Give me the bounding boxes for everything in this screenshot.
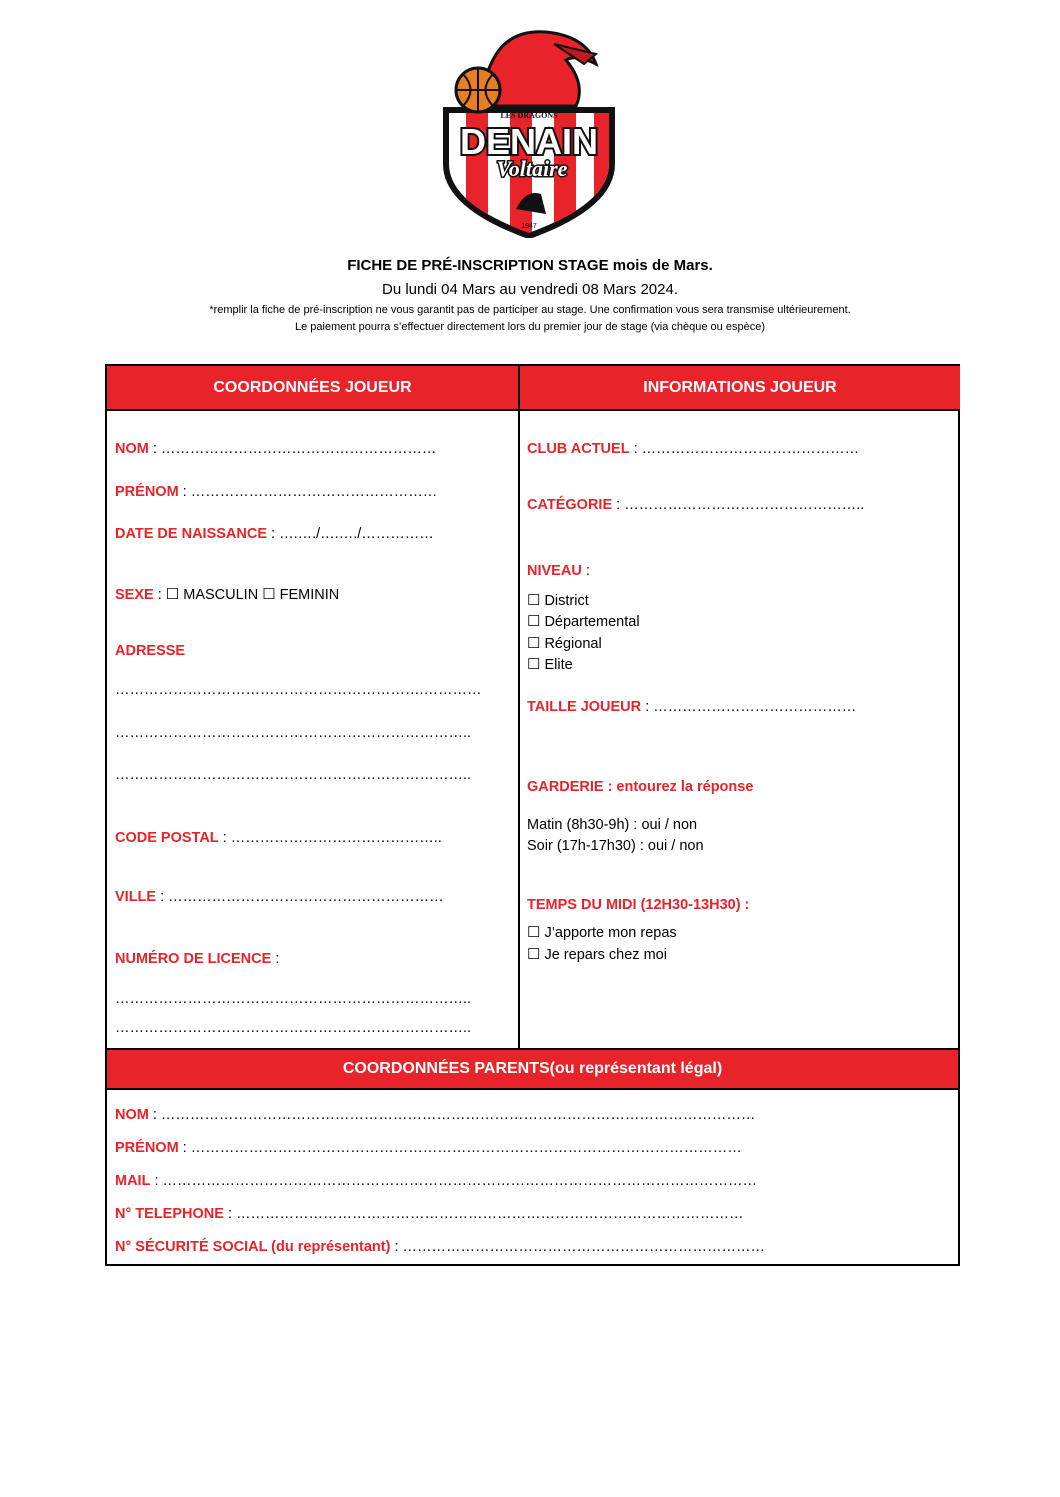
value-nom: : ………………………………………………… <box>148 441 437 457</box>
parent-label-prenom: PRÉNOM <box>115 1140 179 1156</box>
value-date-naissance: : ….…./….…./…………… <box>267 526 434 542</box>
value-prenom: : …………………………………………… <box>178 484 438 500</box>
logo-top-text: LES DRAGONS <box>500 111 558 120</box>
denain-voltaire-logo <box>436 24 622 238</box>
niveau-label-district: District <box>544 593 589 609</box>
niveau-option-district[interactable] <box>527 591 589 609</box>
parent-field-mail[interactable] <box>115 1173 757 1189</box>
garderie-soir[interactable]: Soir (17h-17h30) : oui / non <box>527 838 704 854</box>
label-club-actuel: CLUB ACTUEL <box>527 441 630 457</box>
sexe-separator: : <box>153 587 166 603</box>
form-note-1: *remplir la fiche de pré-inscription ne vous garantit pas de participer au stage. Une confirmation vous sera transmise ultérieurement. <box>209 304 851 316</box>
checkbox-icon: ☐ <box>527 656 541 673</box>
value-club-actuel: : ……………………………………… <box>629 441 860 457</box>
label-temps-midi: TEMPS DU MIDI (12H30-13H30) : <box>527 897 750 913</box>
checkbox-icon: ☐ <box>527 924 541 941</box>
field-taille-joueur[interactable] <box>527 699 856 715</box>
label-categorie: CATÉGORIE <box>527 497 613 513</box>
value-taille-joueur: : …………………………………… <box>641 699 857 715</box>
logo-year: 1947 <box>521 223 537 230</box>
header-informations-joueur: INFORMATIONS JOUEUR <box>520 366 960 409</box>
label-ville: VILLE <box>115 889 157 905</box>
form-dates: Du lundi 04 Mars au vendredi 08 Mars 2024. <box>381 281 678 298</box>
field-date-naissance[interactable] <box>115 526 434 542</box>
field-club-actuel[interactable] <box>527 441 859 457</box>
checkbox-feminin[interactable]: ☐ <box>262 586 276 603</box>
label-date-naissance: DATE DE NAISSANCE <box>115 526 267 542</box>
parent-value-securite-social: : ………………………………………………………………… <box>390 1239 766 1255</box>
niveau-label-elite: Elite <box>544 657 573 673</box>
value-code-postal: : …………………………………….. <box>218 830 442 846</box>
parents-header-bold: COORDONNÉES PARENTS <box>342 1060 550 1077</box>
parent-value-mail: : …………………………………………………………………………………………………………… <box>150 1173 758 1189</box>
label-garderie: GARDERIE : entourez la réponse <box>527 779 754 795</box>
field-nom[interactable] <box>115 441 436 457</box>
column-divider <box>518 366 520 1049</box>
midi-option-repas[interactable] <box>527 923 677 941</box>
niveau-sep: : <box>581 563 590 579</box>
registration-form <box>105 364 960 1266</box>
checkbox-icon: ☐ <box>527 635 541 652</box>
checkbox-icon: ☐ <box>527 592 541 609</box>
niveau-option-regional[interactable] <box>527 634 602 652</box>
parent-field-prenom[interactable] <box>115 1140 742 1156</box>
midi-label-repars: Je repars chez moi <box>544 947 667 963</box>
field-sexe <box>115 585 339 603</box>
adresse-line-3[interactable]: ……………………………………………………………….. <box>115 767 472 783</box>
parent-label-nom: NOM <box>115 1107 149 1123</box>
label-nom: NOM <box>115 441 149 457</box>
licence-line-1[interactable]: ……………………………………………………………….. <box>115 991 472 1007</box>
parent-value-telephone: : …………………………………………………………………………………………… <box>223 1206 744 1222</box>
field-niveau <box>527 563 590 579</box>
parent-value-nom: : …………………………………………………………………………………………………………… <box>148 1107 756 1123</box>
parent-field-telephone[interactable] <box>115 1206 744 1222</box>
field-categorie[interactable] <box>527 497 864 513</box>
label-adresse: ADRESSE <box>115 643 186 659</box>
parent-field-securite-social[interactable] <box>115 1239 765 1255</box>
parent-label-securite-social: N° SÉCURITÉ SOCIAL (du représentant) <box>115 1239 391 1255</box>
logo-main-text: DENAIN <box>459 121 599 162</box>
parents-header-rest: (ou représentant légal) <box>549 1060 723 1077</box>
parents-header-underline <box>107 1088 958 1090</box>
label-licence: NUMÉRO DE LICENCE <box>115 951 272 967</box>
value-ville: : ………………………………………………… <box>156 889 444 905</box>
form-note-2: Le paiement pourra s’effectuer directement lors du premier jour de stage (via chèque ou espèce) <box>294 321 765 333</box>
header-underline <box>107 409 958 411</box>
header-coordonnees-parents <box>107 1050 958 1088</box>
parent-label-telephone: N° TELEPHONE <box>115 1206 224 1222</box>
adresse-line-1[interactable]: ……………………………………………………….………… <box>115 682 482 698</box>
label-niveau: NIVEAU <box>527 563 582 579</box>
midi-label-repas: J’apporte mon repas <box>544 925 677 941</box>
field-ville[interactable] <box>115 889 444 905</box>
parent-field-nom[interactable] <box>115 1107 755 1123</box>
checkbox-icon: ☐ <box>527 946 541 963</box>
niveau-label-departemental: Départemental <box>544 614 640 630</box>
logo-script-text: Voltaire <box>496 156 568 181</box>
checkbox-icon: ☐ <box>527 613 541 630</box>
option-masculin: MASCULIN <box>183 587 259 603</box>
adresse-line-2[interactable]: ……………………………………………………………….. <box>115 725 472 741</box>
label-sexe: SEXE <box>115 587 154 603</box>
value-categorie: : ………………………………………….. <box>612 497 865 513</box>
licence-line-2[interactable]: ……………………………………………………………….. <box>115 1020 472 1036</box>
label-prenom: PRÉNOM <box>115 484 179 500</box>
niveau-option-departemental[interactable] <box>527 612 640 630</box>
label-taille-joueur: TAILLE JOUEUR <box>527 699 642 715</box>
niveau-option-elite[interactable] <box>527 655 573 673</box>
field-code-postal[interactable] <box>115 830 442 846</box>
checkbox-masculin[interactable]: ☐ <box>165 586 180 603</box>
midi-option-repars[interactable] <box>527 945 667 963</box>
field-prenom[interactable] <box>115 484 437 500</box>
garderie-matin[interactable]: Matin (8h30-9h) : oui / non <box>527 817 698 833</box>
option-feminin: FEMININ <box>279 587 340 603</box>
field-licence <box>115 951 279 967</box>
header-coordonnees-joueur: COORDONNÉES JOUEUR <box>107 366 518 409</box>
form-title: FICHE DE PRÉ-INSCRIPTION STAGE mois de Mars. <box>347 257 713 274</box>
parent-label-mail: MAIL <box>115 1173 151 1189</box>
niveau-label-regional: Régional <box>544 636 602 652</box>
value-licence-sep: : <box>271 951 280 967</box>
parent-value-prenom: : …………………………………………………………………………………………………… <box>178 1140 742 1156</box>
label-code-postal: CODE POSTAL <box>115 830 219 846</box>
